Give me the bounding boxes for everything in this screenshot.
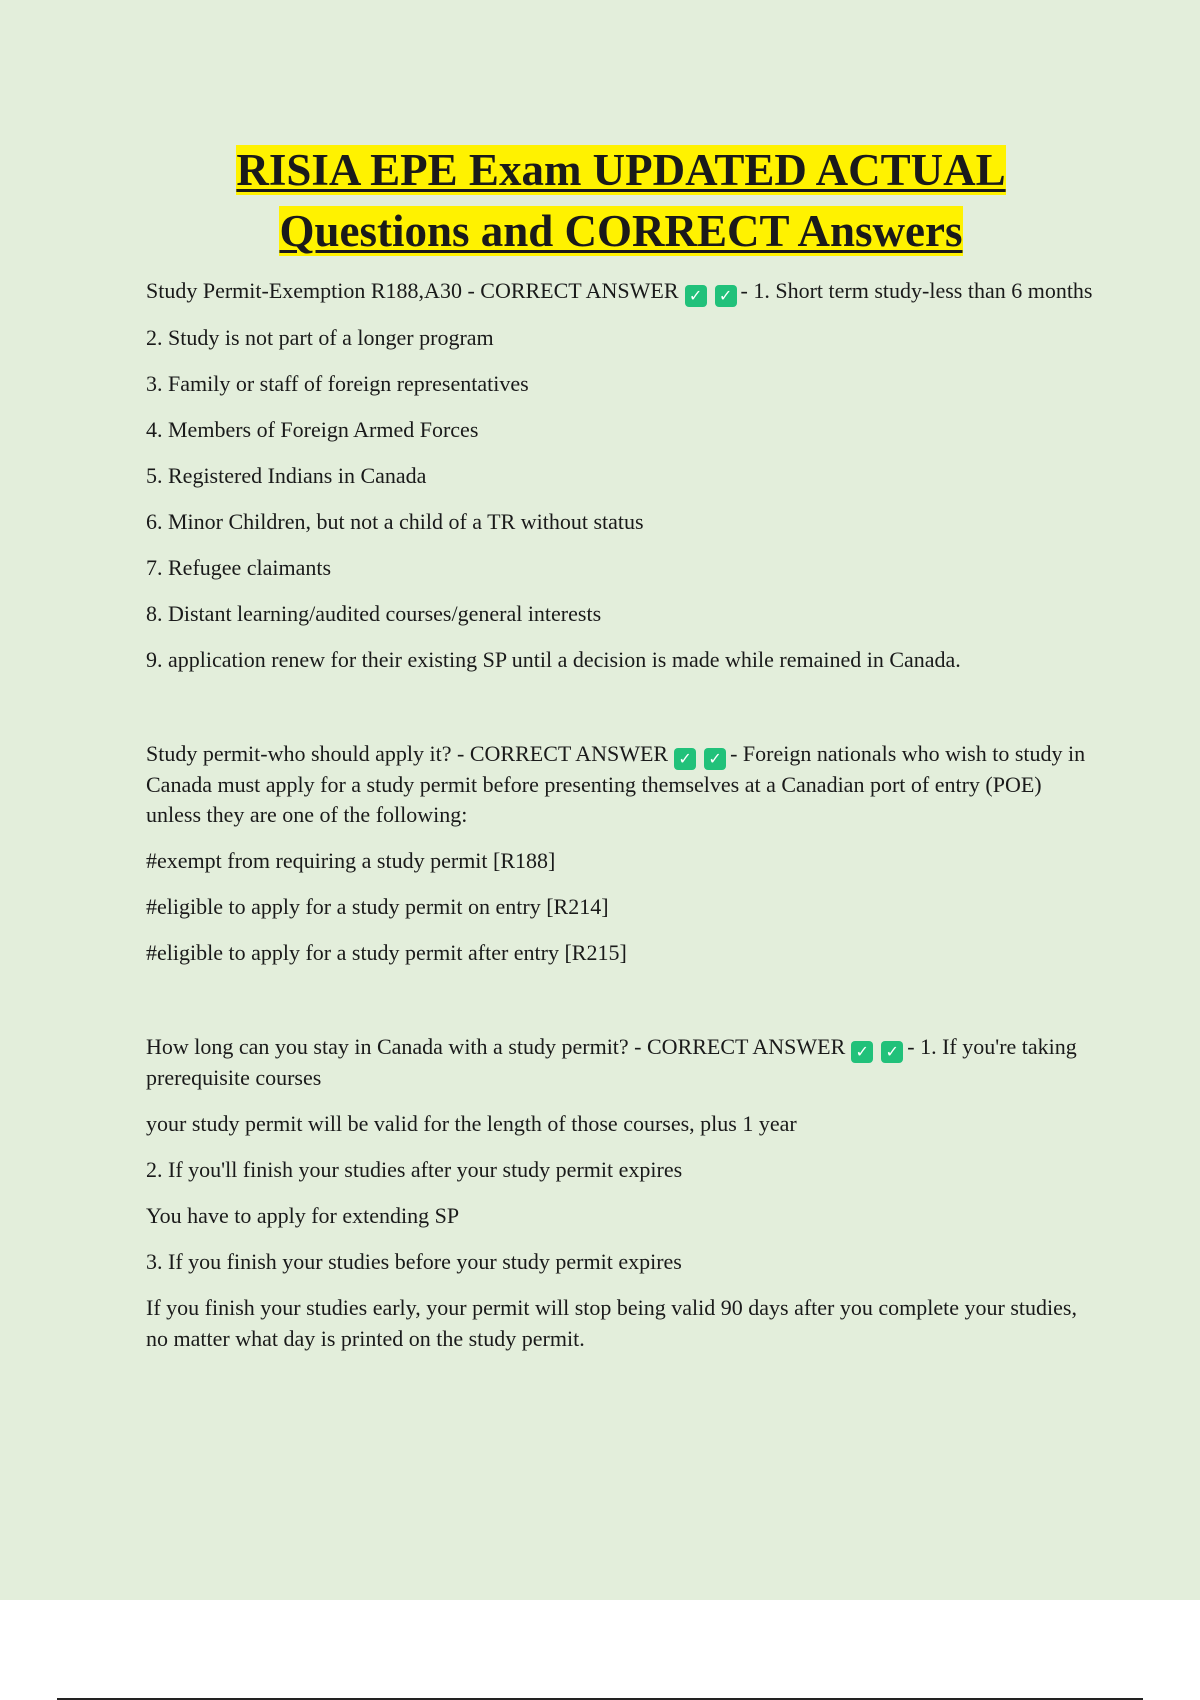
section-gap [146,984,1096,1032]
check-mark-icon: ✓ [881,1041,903,1063]
check-mark-icon: ✓ [851,1041,873,1063]
qa-block [146,739,1096,969]
title-line-2: Questions and CORRECT Answers [279,206,963,256]
document-title [146,140,1096,262]
document-content [146,140,1096,1370]
answer-line: 2. Study is not part of a longer program [146,324,494,350]
answer-text: - Foreign nationals who wish to study in Canada must apply for a study permit before presenting themselves at a Canadian port of entry (POE) unless they are one of the following: [146,740,1086,827]
answer-line: 2. If you'll finish your studies after your study permit expires [146,1157,683,1182]
question-text: Study permit-who should apply it? - CORRECT ANSWER [146,740,669,766]
question-text: How long can you stay in Canada with a study permit? - CORRECT ANSWER [146,1034,846,1059]
answer-line: 4. Members of Foreign Armed Forces [146,416,479,442]
answer-line: 7. Refugee claimants [146,554,332,580]
check-mark-icon: ✓ [685,285,707,307]
qa-question-line [146,739,1096,831]
answer-line: #eligible to apply for a study permit on entry [R214] [146,894,609,919]
answer-line: 5. Registered Indians in Canada [146,462,427,488]
answer-text: - 1. Short term study-less than 6 months [740,278,1093,303]
answer-line: 3. If you finish your studies before your study permit expires [146,1249,682,1274]
answer-line: If you finish your studies early, your permit will stop being valid 90 days after you complete your studies, no matter what day is printed on the study permit. [146,1295,1077,1351]
answer-line: #eligible to apply for a study permit after entry [R215] [146,940,627,965]
answer-line: 3. Family or staff of foreign representatives [146,370,529,396]
answer-line: #exempt from requiring a study permit [R188] [146,848,556,873]
answer-line: You have to apply for extending SP [146,1203,460,1228]
qa-block [146,1032,1096,1354]
section-gap [146,691,1096,739]
answer-line: 8. Distant learning/audited courses/general interests [146,600,602,626]
answer-line: 6. Minor Children, but not a child of a TR without status [146,508,644,534]
title-line-1: RISIA EPE Exam UPDATED ACTUAL [236,145,1006,195]
qa-question-line [146,1032,1096,1094]
answer-line: your study permit will be valid for the length of those courses, plus 1 year [146,1111,797,1136]
question-text: Study Permit-Exemption R188,A30 - CORRECT ANSWER [146,278,679,303]
check-mark-icon: ✓ [715,285,737,307]
answer-line: 9. application renew for their existing SP until a decision is made while remained in Canada. [146,646,961,672]
check-mark-icon: ✓ [674,748,696,770]
answer-text: - 1. If you're taking prerequisite courses [146,1034,1077,1090]
qa-question-line [146,276,1096,307]
qa-block [146,276,1096,675]
check-mark-icon: ✓ [704,748,726,770]
